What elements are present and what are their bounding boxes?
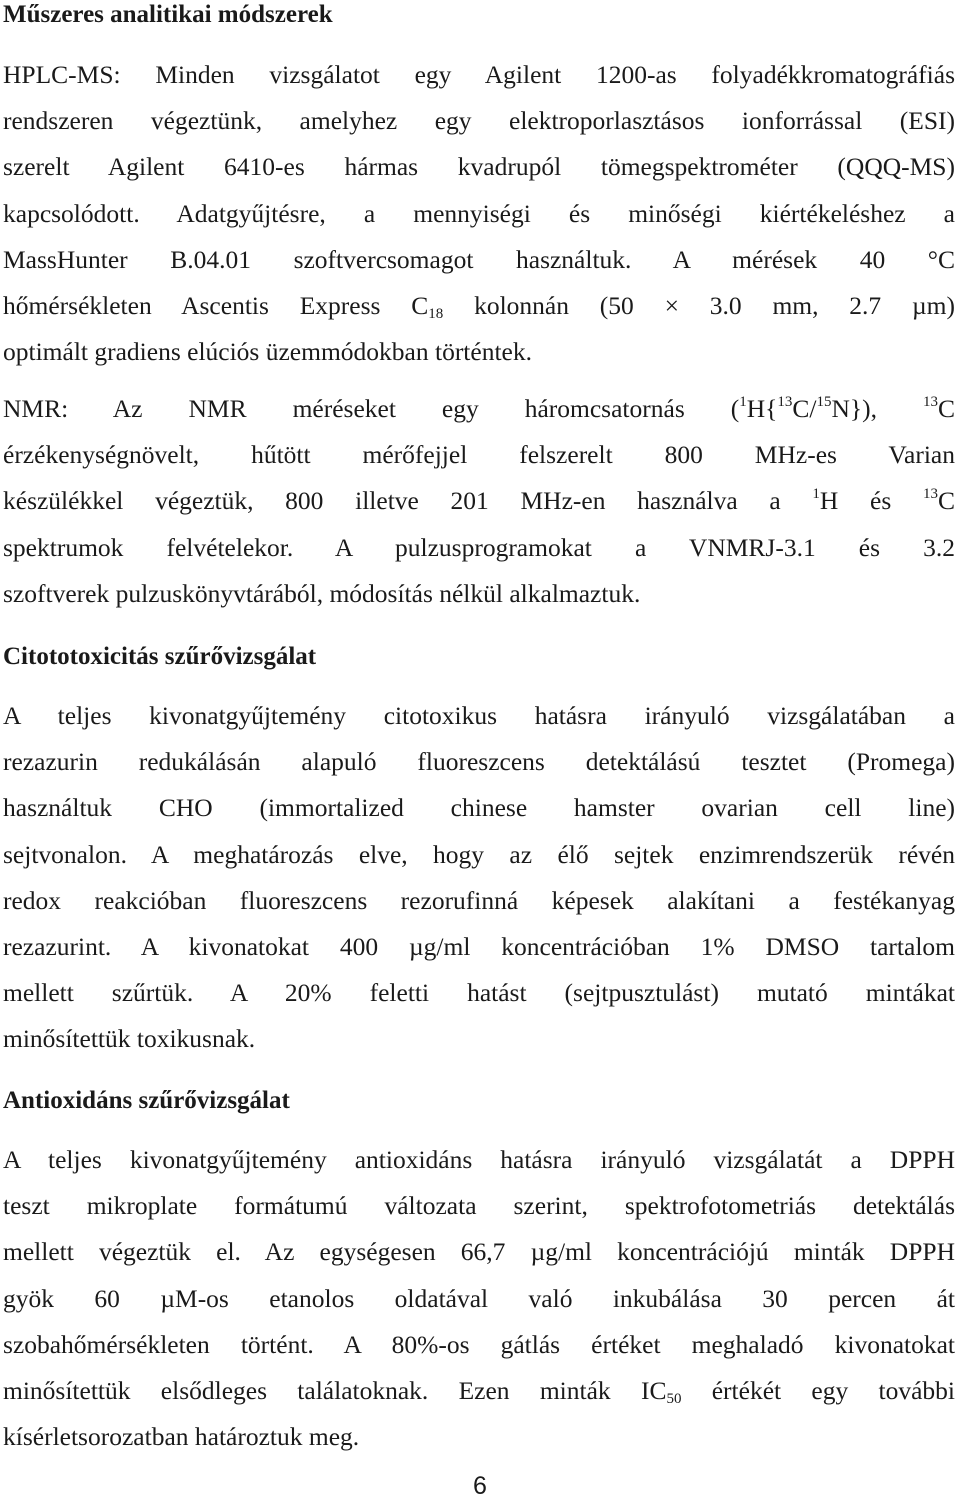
text-line: A teljes kivonatgyűjtemény citotoxikus hatásra irányuló vizsgálatában a [3,701,955,730]
superscript: 1 [739,394,747,410]
superscript: 13 [777,394,793,410]
text-line: HPLC-MS: Minden vizsgálatot egy Agilent 1200-as folyadékkromatográfiás [3,60,955,89]
paragraph-antioxidant [3,1137,955,1460]
text-line: kísérletsorozatban határoztuk meg. [3,1422,360,1452]
text-run: készülékkel végeztük, 800 illetve 201 MHz-en használva a [3,486,813,516]
text-line: gyök 60 µM-os etanolos oldatával való inkubálása 30 percen át [3,1283,955,1313]
text-line: rezazurint. A kivonatokat 400 µg/ml koncentrációban 1% DMSO tartalom [3,932,955,962]
text-line: MassHunter B.04.01 szoftvercsomagot használtuk. A mérések 40 °C [3,244,955,274]
superscript: 15 [816,394,832,410]
superscript: 13 [922,394,938,410]
text-line: A teljes kivonatgyűjtemény antioxidáns hatásra irányuló vizsgálatát a DPPH [3,1145,955,1174]
text-line: redox reakcióban fluoreszcens rezorufinná képesek alakítani a festékanyag [3,885,955,915]
text-line: szoftverek pulzuskönyvtárából, módosítás nélkül alkalmaztuk. [3,578,641,608]
text-line [3,283,955,329]
text-run: NMR: Az NMR méréseket egy háromcsatornás ( [3,394,740,423]
text-line: mellett végeztük el. Az egységesen 66,7 µg/ml koncentrációjú minták DPPH [3,1237,955,1267]
text-line: rezazurin redukálásán alapuló fluoreszcens detektálású tesztet (Promega) [3,747,955,777]
text-run: hőmérsékleten Ascentis Express C [3,291,429,321]
text-run: H{ [746,394,778,423]
text-run: minősítettük elsődleges találatoknak. Ezen minták IC [3,1376,667,1406]
text-line [3,386,955,432]
subscript: 50 [666,1391,682,1408]
text-run: C [937,394,955,423]
section-heading-antioxidant: Antioxidáns szűrővizsgálat [3,1087,290,1114]
text-line: érzékenységnövelt, hűtött mérőfejjel felszerelt 800 MHz-es Varian [3,440,955,470]
text-run: C/ [792,394,817,423]
text-line [3,1368,955,1414]
superscript: 13 [922,486,938,503]
page-number: 6 [473,1472,487,1500]
text-line: rendszeren végeztünk, amelyhez egy elektroporlasztásos ionforrással (ESI) [3,106,955,136]
section-heading-instrumental-methods: Műszeres analitikai módszerek [3,1,333,28]
text-line: kapcsolódott. Adatgyűjtésre, a mennyiségi és minőségi kiértékeléshez a [3,198,955,228]
text-line: spektrumok felvételekor. A pulzusprogramokat a VNMRJ-3.1 és 3.2 [3,532,955,562]
text-line: mellett szűrtük. A 20% feletti hatást (sejtpusztulást) mutató mintákat [3,978,955,1008]
paragraph-hplc-ms [3,52,955,375]
text-line: használtuk CHO (immortalized chinese hamster ovarian cell line) [3,793,955,823]
text-line: optimált gradiens elúciós üzemmódokban történtek. [3,337,532,367]
text-line: szerelt Agilent 6410-es hármas kvadrupól tömegspektrométer (QQQ-MS) [3,152,955,182]
text-run: H és [819,486,923,516]
text-line: sejtvonalon. A meghatározás elve, hogy az élő sejtek enzimrendszerük révén [3,839,955,869]
subscript: 18 [428,306,444,323]
text-line [3,478,955,524]
text-run: N}), [831,394,923,423]
text-line: minősítettük toxikusnak. [3,1024,256,1054]
text-line: teszt mikroplate formátumú változata szerint, spektrofotometriás detektálás [3,1191,955,1221]
paragraph-nmr [3,386,955,617]
text-line: szobahőmérsékleten történt. A 80%-os gátlás értéket meghaladó kivonatokat [3,1329,955,1359]
text-run: kolonnán (50 × 3.0 mm, 2.7 µm) [443,291,955,321]
superscript: 1 [812,486,820,503]
section-heading-cytotoxicity: Citototoxicitás szűrővizsgálat [3,643,317,670]
text-run: értékét egy további [681,1376,955,1406]
paragraph-cytotoxicity [3,693,955,1063]
text-run: C [937,486,955,516]
